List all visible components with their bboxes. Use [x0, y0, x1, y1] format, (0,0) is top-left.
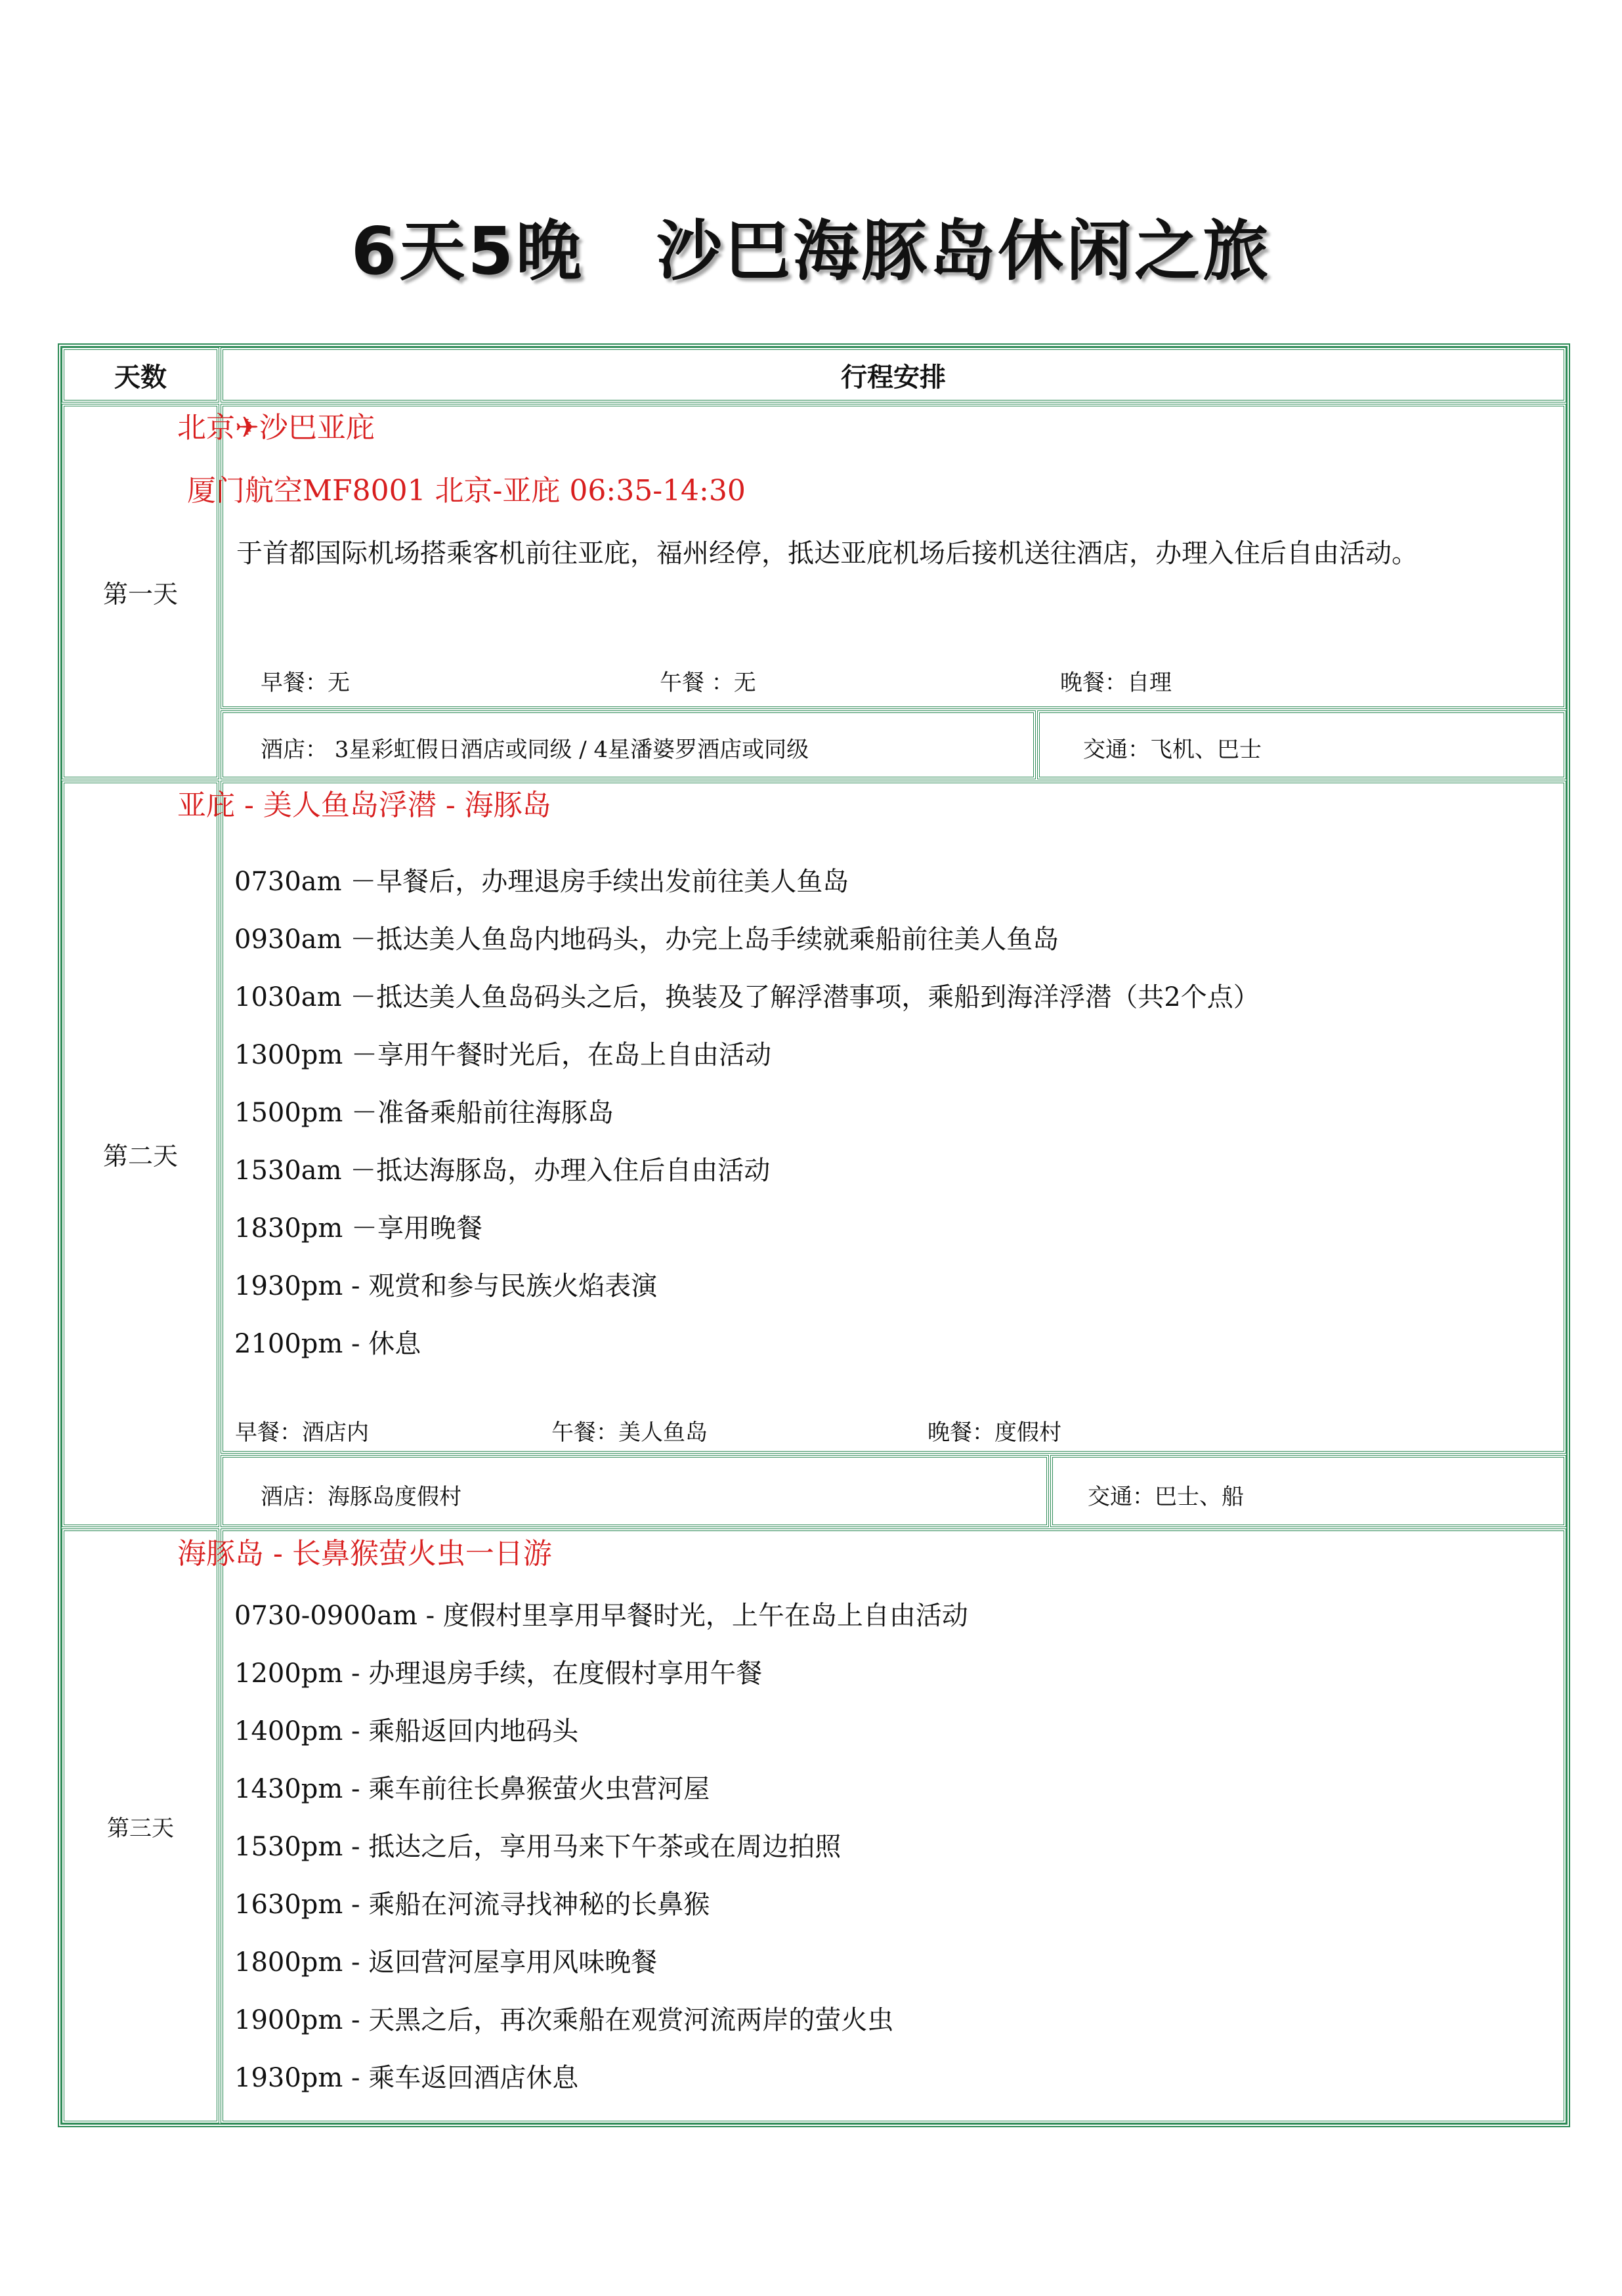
- title-name: 沙巴海豚岛休闲之旅: [656, 213, 1271, 290]
- day3-label: 第三天: [62, 1528, 219, 2123]
- header-days: 天数: [62, 347, 219, 402]
- day1-transport: 交通：飞机、巴士: [1083, 737, 1262, 763]
- day3-item: 0730-0900am - 度假村里享用早餐时光，上午在岛上自由活动: [234, 1601, 968, 1631]
- day3-item: 1200pm - 办理退房手续，在度假村享用午餐: [234, 1658, 763, 1689]
- day2-route: 亚庇 - 美人鱼岛浮潜 - 海豚岛: [177, 789, 551, 822]
- day1-hotel: 酒店： 3星彩虹假日酒店或同级 / 4星潘婆罗酒店或同级: [261, 737, 809, 763]
- day2-item: 1830pm －享用晚餐: [234, 1213, 483, 1244]
- day1-flight: 厦门航空MF8001 北京-亚庇 06:35-14:30: [187, 474, 746, 508]
- day3-item: 1530pm - 抵达之后，享用马来下午茶或在周边拍照: [234, 1832, 842, 1862]
- day2-item: 0730am －早餐后，办理退房手续出发前往美人鱼岛: [234, 867, 849, 897]
- day3-item: 1900pm - 天黑之后，再次乘船在观赏河流两岸的萤火虫: [234, 2005, 894, 2035]
- day2-transport: 交通：巴士、船: [1088, 1484, 1244, 1510]
- day2-dinner: 晚餐：度假村: [928, 1419, 1061, 1446]
- day3-item: 1800pm - 返回营河屋享用风味晚餐: [234, 1947, 658, 1978]
- day2-lunch: 午餐：美人鱼岛: [551, 1419, 708, 1446]
- day2-item: 2100pm - 休息: [234, 1329, 421, 1359]
- day2-item: 1030am －抵达美人鱼岛码头之后，换装及了解浮潜事项，乘船到海洋浮潜（共2个点）: [234, 982, 1260, 1012]
- day3-item: 1430pm - 乘车前往长鼻猴萤火虫营河屋: [234, 1774, 710, 1804]
- day1-lunch: 午餐 ：无: [660, 670, 756, 696]
- page-title: [0, 209, 1622, 294]
- day2-breakfast: 早餐：酒店内: [235, 1419, 369, 1446]
- day3-route: 海豚岛 - 长鼻猴萤火虫一日游: [177, 1537, 552, 1570]
- day2-item: 0930am －抵达美人鱼岛内地码头，办完上岛手续就乘船前往美人鱼岛: [234, 924, 1059, 955]
- title-duration: 6天5晚: [351, 213, 585, 290]
- header-schedule: 行程安排: [221, 347, 1566, 402]
- day2-item: 1930pm - 观赏和参与民族火焰表演: [234, 1271, 658, 1301]
- day1-label: 第一天: [62, 404, 219, 779]
- day1-description: 于首都国际机场搭乘客机前往亚庇，福州经停，抵达亚庇机场后接机送往酒店，办理入住后自由活动。: [236, 538, 1418, 569]
- day1-route: 北京✈沙巴亚庇: [177, 411, 375, 444]
- day2-item: 1500pm －准备乘船前往海豚岛: [234, 1098, 614, 1128]
- day2-item: 1300pm －享用午餐时光后，在岛上自由活动: [234, 1040, 772, 1070]
- day2-hotel: 酒店：海豚岛度假村: [261, 1484, 461, 1510]
- day2-label: 第二天: [62, 781, 219, 1527]
- day3-item: 1930pm - 乘车返回酒店休息: [234, 2063, 579, 2093]
- day3-item: 1400pm - 乘船返回内地码头: [234, 1716, 579, 1746]
- day3-item: 1630pm - 乘船在河流寻找神秘的长鼻猴: [234, 1890, 710, 1920]
- day1-dinner: 晚餐：自理: [1060, 670, 1172, 696]
- day2-item: 1530am －抵达海豚岛，办理入住后自由活动: [234, 1156, 771, 1186]
- day1-breakfast: 早餐：无: [261, 670, 350, 696]
